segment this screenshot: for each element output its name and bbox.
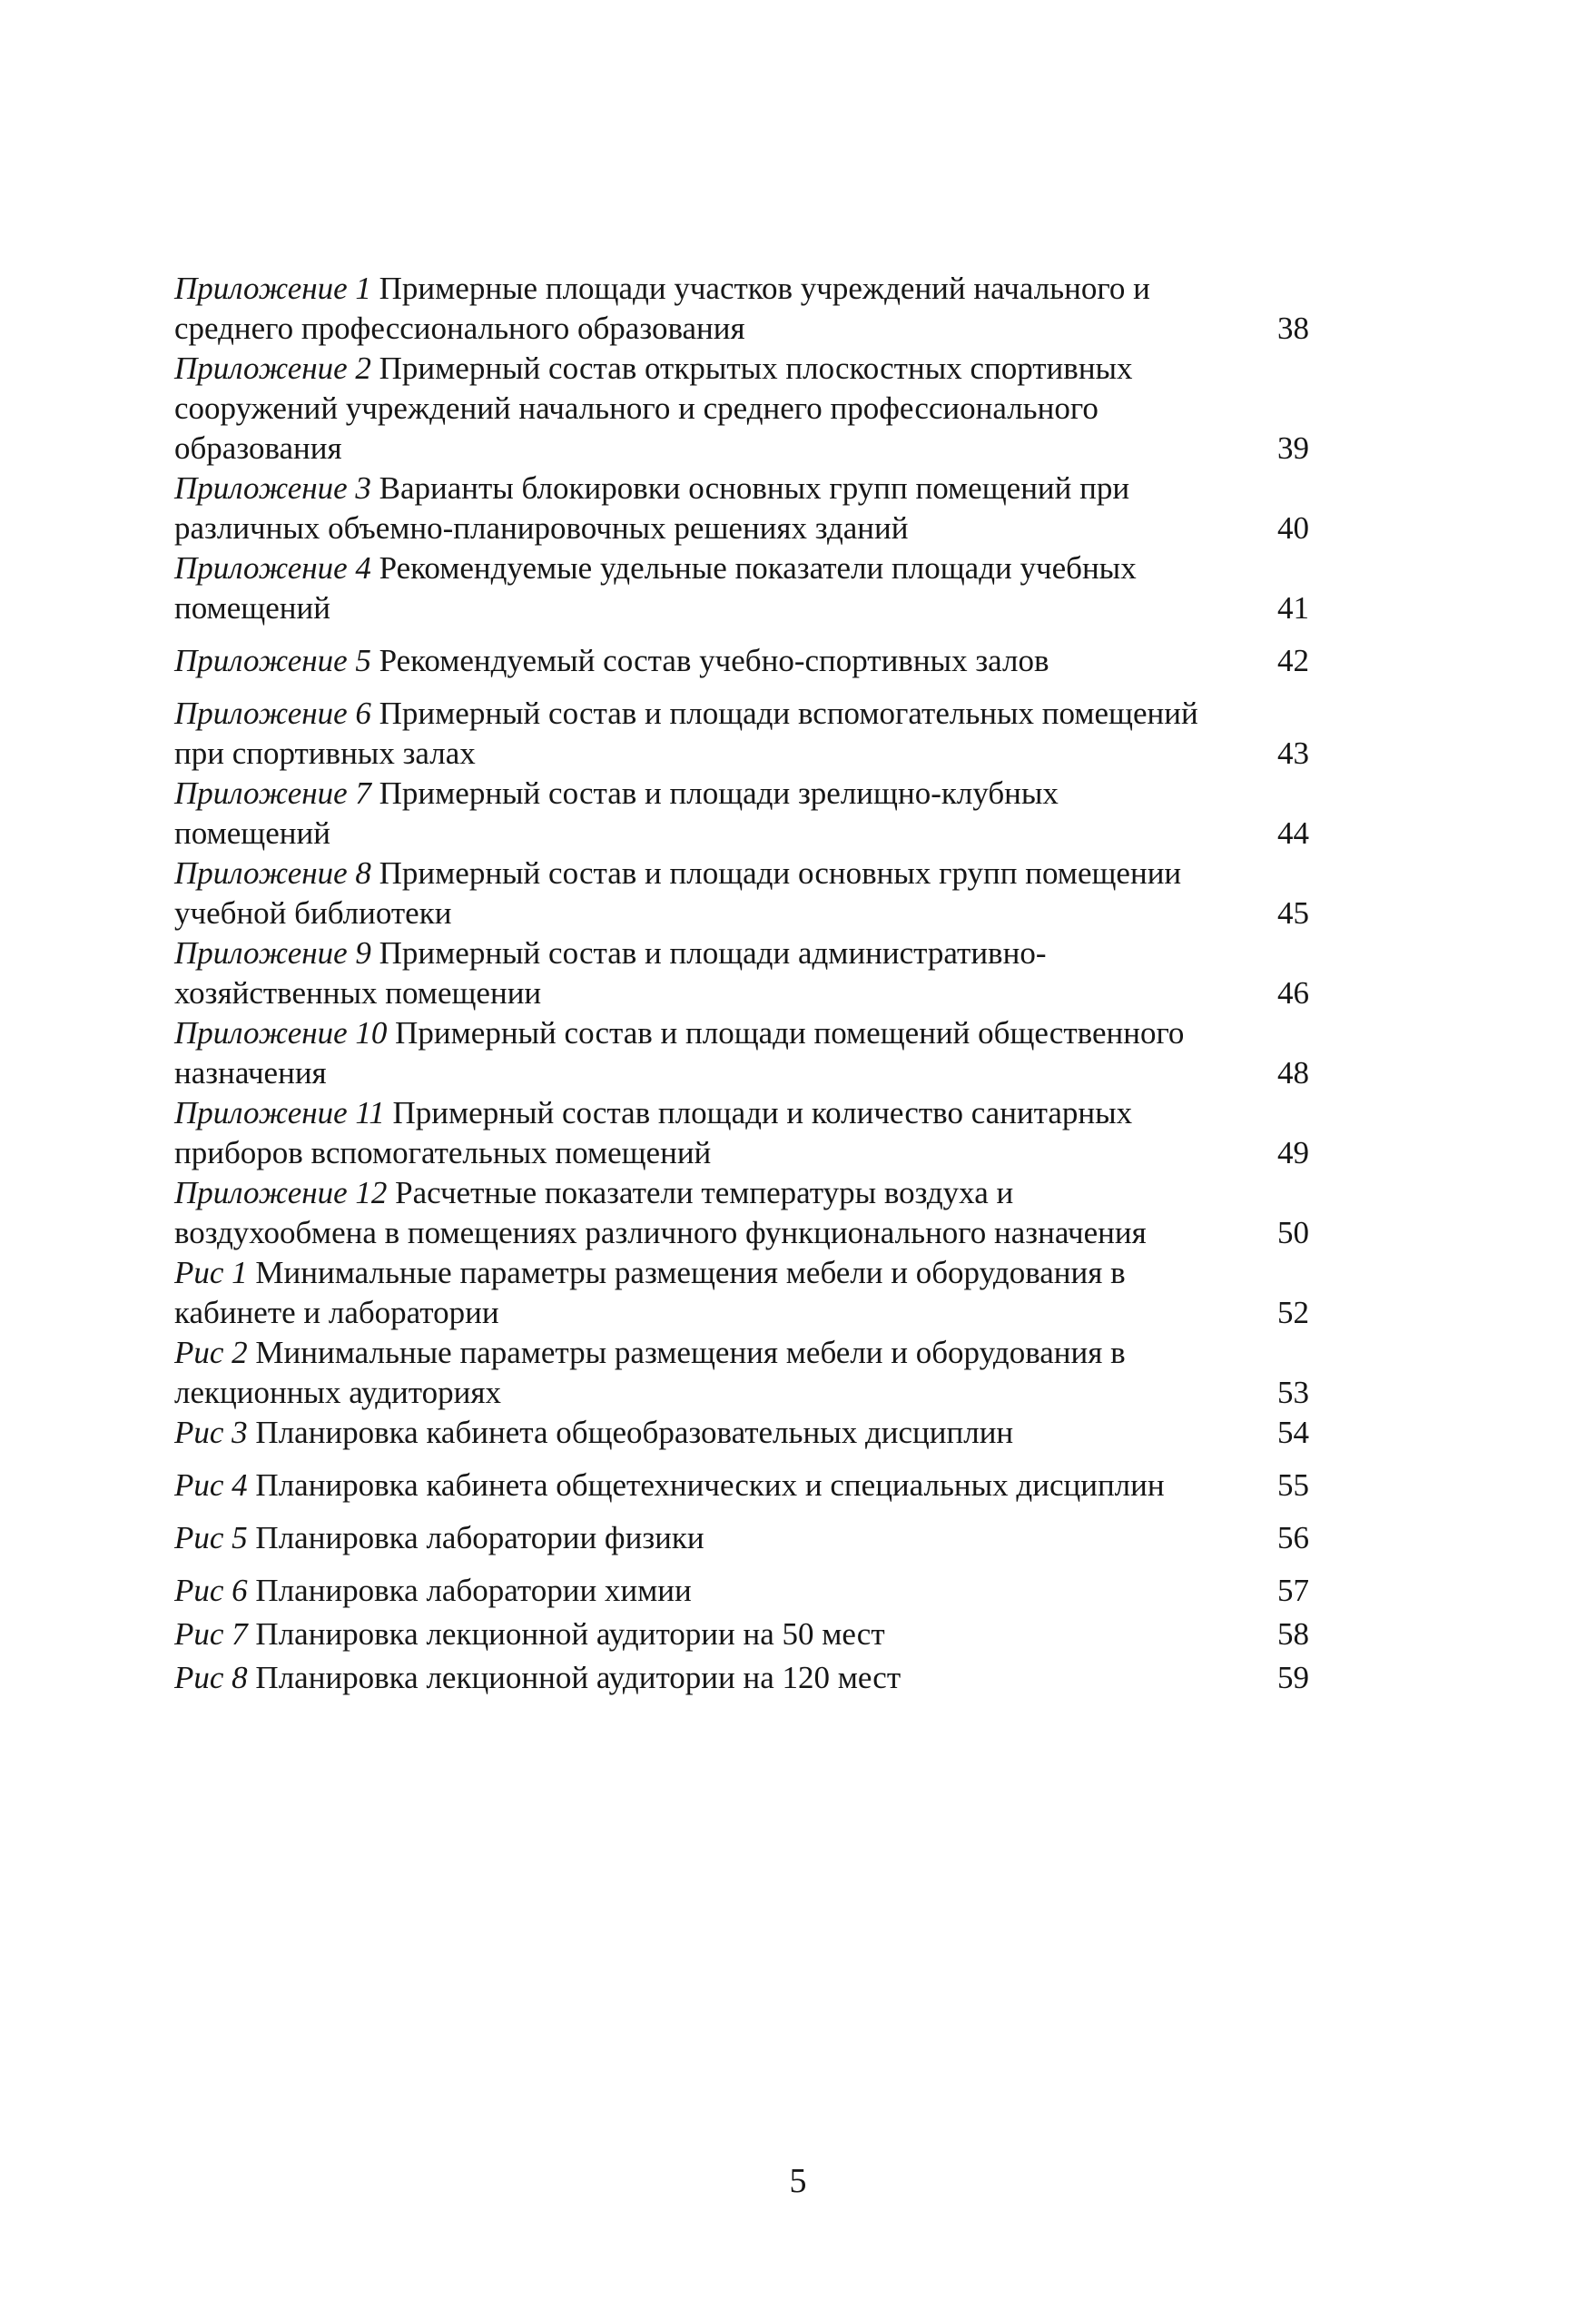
toc-entry-page: 44 — [1277, 815, 1309, 851]
toc-entry-number: 2 — [355, 350, 371, 386]
toc-entry-number: 10 — [355, 1015, 388, 1051]
toc-entry-figure-6 — [174, 1571, 1309, 1611]
toc-entry-appendix-11 — [174, 1093, 1309, 1173]
toc-entry-figure-4 — [174, 1466, 1309, 1505]
toc-entry-page: 59 — [1277, 1660, 1309, 1695]
toc-entry-label: Приложение — [174, 1175, 348, 1210]
toc-entry-number: 3 — [355, 470, 371, 506]
toc-entry-number: 11 — [355, 1095, 385, 1130]
toc-entry-label: Приложение — [174, 855, 348, 891]
toc-entry-text — [174, 1253, 1200, 1333]
toc-entry-text — [174, 1333, 1200, 1413]
toc-entry-number: 9 — [355, 935, 371, 971]
table-of-contents — [174, 269, 1309, 1698]
toc-entry-page: 46 — [1277, 975, 1309, 1011]
toc-entry-title: Примерный состав и площади зрелищно-клубных помещений — [174, 775, 1059, 851]
toc-entry-label: Приложение — [174, 643, 348, 678]
toc-entry-figure-5 — [174, 1518, 1309, 1558]
toc-entry-appendix-1 — [174, 269, 1309, 349]
toc-entry-label: Приложение — [174, 1015, 348, 1051]
toc-entry-text — [174, 694, 1200, 774]
toc-entry-number: 8 — [232, 1660, 248, 1695]
toc-entry-figure-1 — [174, 1253, 1309, 1333]
toc-entry-title: Планировка лаборатории физики — [255, 1520, 704, 1555]
toc-entry-label: Рис — [174, 1415, 224, 1450]
toc-entry-appendix-2 — [174, 349, 1309, 469]
toc-entry-label: Приложение — [174, 696, 348, 731]
toc-entry-appendix-3 — [174, 469, 1309, 548]
toc-entry-number: 3 — [232, 1415, 248, 1450]
toc-entry-number: 12 — [355, 1175, 388, 1210]
toc-entry-page: 41 — [1277, 590, 1309, 626]
toc-entry-text — [174, 641, 1200, 681]
toc-entry-appendix-9 — [174, 933, 1309, 1013]
toc-entry-title: Примерный состав и площади основных групп помещении учебной библиотеки — [174, 855, 1182, 931]
toc-entry-page: 52 — [1277, 1295, 1309, 1330]
toc-entry-label: Рис — [174, 1573, 224, 1608]
toc-entry-text — [174, 854, 1200, 933]
toc-entry-label: Рис — [174, 1660, 224, 1695]
toc-entry-page: 49 — [1277, 1135, 1309, 1170]
toc-entry-page: 54 — [1277, 1415, 1309, 1450]
toc-entry-page: 45 — [1277, 895, 1309, 931]
toc-entry-text — [174, 1413, 1200, 1453]
toc-entry-title: Планировка кабинета общеобразовательных дисциплин — [255, 1415, 1014, 1450]
toc-entry-title: Рекомендуемые удельные показатели площади учебных помещений — [174, 550, 1137, 626]
toc-entry-label: Приложение — [174, 271, 348, 306]
toc-entry-page: 56 — [1277, 1520, 1309, 1555]
toc-entry-label: Рис — [174, 1335, 224, 1370]
toc-entry-text — [174, 1518, 1200, 1558]
toc-entry-figure-8 — [174, 1658, 1309, 1698]
toc-entry-appendix-12 — [174, 1173, 1309, 1253]
toc-entry-text — [174, 933, 1200, 1013]
toc-entry-title: Примерные площади участков учреждений начального и среднего профессионального образования — [174, 271, 1150, 346]
toc-entry-title: Планировка лекционной аудитории на 50 мест — [255, 1616, 885, 1652]
toc-entry-figure-3 — [174, 1413, 1309, 1453]
toc-entry-text — [174, 469, 1200, 548]
toc-entry-title: Рекомендуемый состав учебно-спортивных залов — [379, 643, 1049, 678]
toc-entry-number: 7 — [355, 775, 371, 811]
toc-entry-text — [174, 349, 1200, 469]
toc-entry-page: 53 — [1277, 1375, 1309, 1410]
toc-entry-title: Минимальные параметры размещения мебели и оборудования в лекционных аудиториях — [174, 1335, 1126, 1410]
toc-entry-appendix-7 — [174, 774, 1309, 854]
toc-entry-title: Планировка кабинета общетехнических и специальных дисциплин — [255, 1467, 1165, 1503]
toc-entry-number: 6 — [232, 1573, 248, 1608]
toc-entry-number: 5 — [232, 1520, 248, 1555]
toc-entry-title: Планировка лекционной аудитории на 120 мест — [255, 1660, 901, 1695]
page-number: 5 — [789, 2162, 807, 2200]
toc-entry-title: Примерный состав и площади помещений общественного назначения — [174, 1015, 1185, 1091]
toc-entry-appendix-10 — [174, 1013, 1309, 1093]
toc-entry-number: 7 — [232, 1616, 248, 1652]
toc-entry-appendix-6 — [174, 694, 1309, 774]
toc-entry-title: Примерный состав открытых плоскостных спортивных сооружений учреждений начального и среднего профессионального образования — [174, 350, 1133, 466]
toc-entry-text — [174, 1093, 1200, 1173]
toc-entry-label: Приложение — [174, 470, 348, 506]
toc-entry-number: 1 — [355, 271, 371, 306]
toc-entry-number: 2 — [232, 1335, 248, 1370]
toc-entry-label: Приложение — [174, 1095, 348, 1130]
toc-entry-figure-7 — [174, 1614, 1309, 1654]
toc-entry-title: Примерный состав и площади административно-хозяйственных помещении — [174, 935, 1047, 1011]
toc-entry-text — [174, 1013, 1200, 1093]
toc-entry-title: Варианты блокировки основных групп помещений при различных объемно-планировочных решениях зданий — [174, 470, 1130, 546]
toc-entry-figure-2 — [174, 1333, 1309, 1413]
toc-entry-text — [174, 1466, 1200, 1505]
toc-entry-number: 4 — [355, 550, 371, 586]
toc-entry-text — [174, 269, 1200, 349]
toc-entry-page: 39 — [1277, 430, 1309, 466]
toc-entry-label: Приложение — [174, 935, 348, 971]
toc-entry-page: 48 — [1277, 1055, 1309, 1091]
toc-entry-page: 43 — [1277, 735, 1309, 771]
toc-entry-page: 50 — [1277, 1215, 1309, 1250]
toc-entry-label: Рис — [174, 1255, 224, 1290]
toc-entry-appendix-5 — [174, 641, 1309, 681]
toc-entry-title: Минимальные параметры размещения мебели и оборудования в кабинете и лаборатории — [174, 1255, 1126, 1330]
toc-entry-appendix-8 — [174, 854, 1309, 933]
toc-entry-text — [174, 1571, 1200, 1611]
toc-entry-number: 8 — [355, 855, 371, 891]
toc-entry-number: 1 — [232, 1255, 248, 1290]
toc-entry-title: Примерный состав площади и количество санитарных приборов вспомогательных помещений — [174, 1095, 1133, 1170]
toc-entry-page: 55 — [1277, 1467, 1309, 1503]
toc-entry-label: Приложение — [174, 550, 348, 586]
toc-entry-text — [174, 548, 1200, 628]
toc-entry-title: Планировка лаборатории химии — [255, 1573, 692, 1608]
toc-entry-page: 58 — [1277, 1616, 1309, 1652]
toc-entry-page: 38 — [1277, 311, 1309, 346]
toc-entry-text — [174, 1658, 1200, 1698]
toc-entry-number: 5 — [355, 643, 371, 678]
toc-entry-page: 42 — [1277, 643, 1309, 678]
toc-entry-text — [174, 774, 1200, 854]
toc-entry-title: Расчетные показатели температуры воздуха и воздухообмена в помещениях различного функционального назначения — [174, 1175, 1147, 1250]
toc-entry-label: Рис — [174, 1520, 224, 1555]
toc-entry-label: Рис — [174, 1616, 224, 1652]
toc-entry-text — [174, 1614, 1200, 1654]
toc-entry-text — [174, 1173, 1200, 1253]
toc-entry-appendix-4 — [174, 548, 1309, 628]
toc-entry-label: Приложение — [174, 775, 348, 811]
toc-entry-page: 40 — [1277, 510, 1309, 546]
toc-entry-number: 6 — [355, 696, 371, 731]
toc-entry-label: Приложение — [174, 350, 348, 386]
toc-entry-page: 57 — [1277, 1573, 1309, 1608]
toc-entry-label: Рис — [174, 1467, 224, 1503]
toc-entry-number: 4 — [232, 1467, 248, 1503]
toc-entry-title: Примерный состав и площади вспомогательных помещений при спортивных залах — [174, 696, 1198, 771]
